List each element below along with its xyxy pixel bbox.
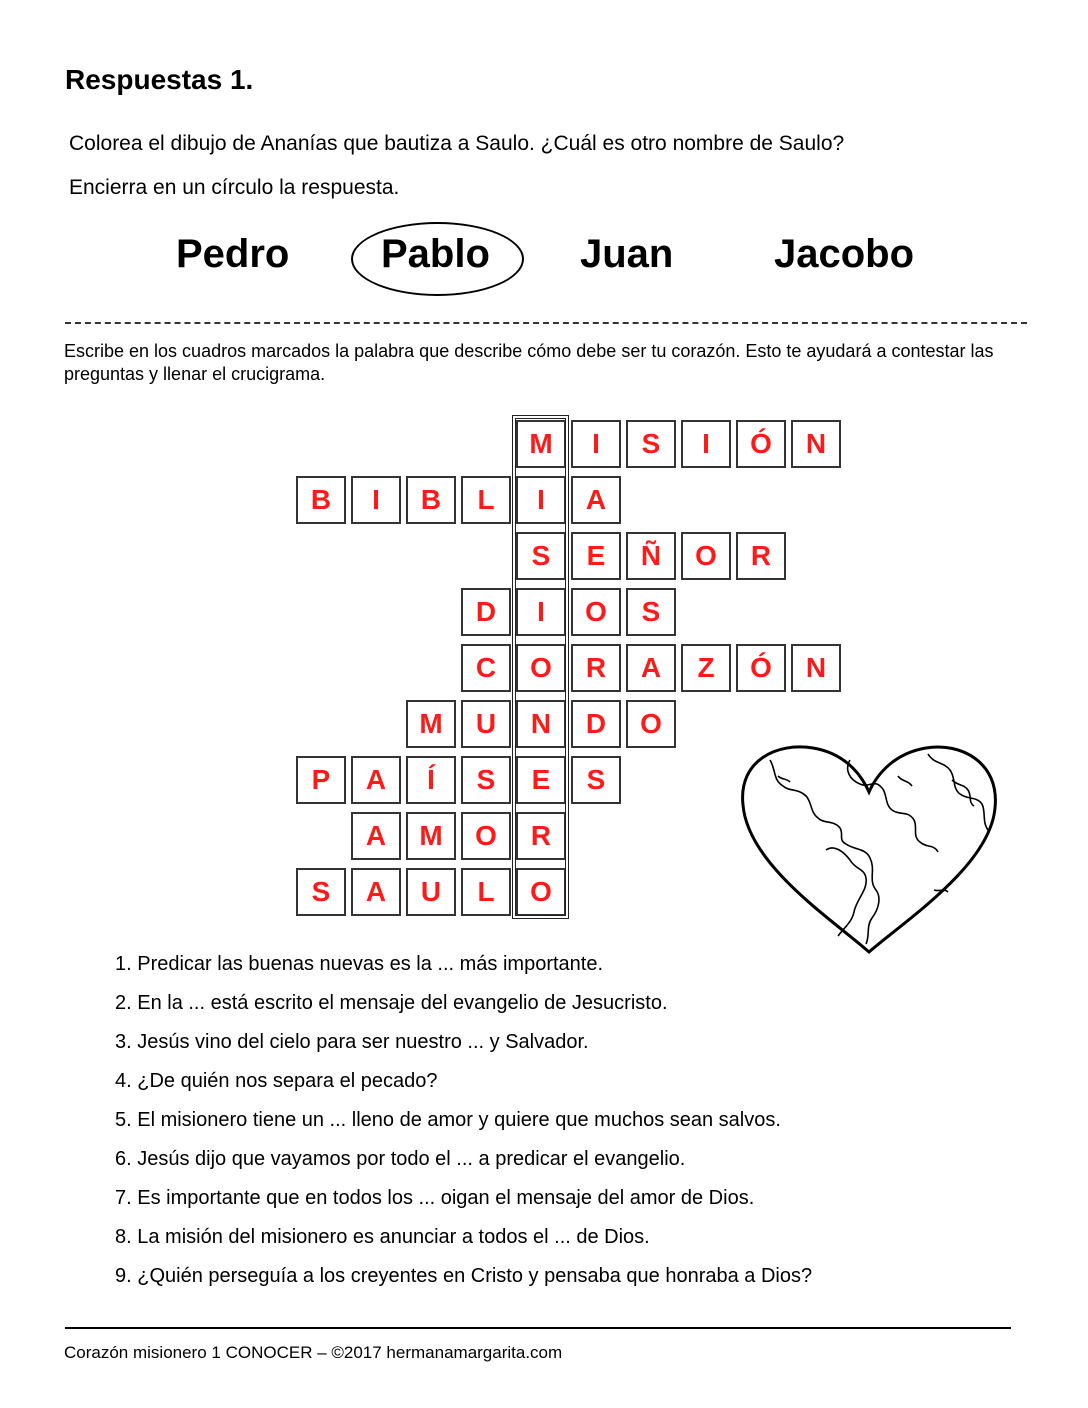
crossword-cell[interactable]: Í <box>406 756 456 804</box>
crossword-cell-key[interactable]: M <box>516 420 566 468</box>
crossword-cell[interactable]: S <box>571 756 621 804</box>
heart-globe-icon <box>738 740 1000 955</box>
crossword-cell[interactable]: M <box>406 700 456 748</box>
crossword-cell[interactable]: Ó <box>736 644 786 692</box>
crossword-cell[interactable]: S <box>296 868 346 916</box>
crossword-cell[interactable]: Z <box>681 644 731 692</box>
crossword-cell[interactable]: S <box>626 588 676 636</box>
footer-divider <box>65 1327 1011 1329</box>
crossword-cell[interactable]: A <box>351 756 401 804</box>
instruction-color: Colorea el dibujo de Ananías que bautiza a Saulo. ¿Cuál es otro nombre de Saulo? <box>69 132 845 155</box>
crossword-cell-key[interactable]: I <box>516 588 566 636</box>
crossword-cell[interactable]: I <box>681 420 731 468</box>
question-1: 1. Predicar las buenas nuevas es la ... más importante. <box>115 953 604 975</box>
crossword-cell[interactable]: A <box>626 644 676 692</box>
choice-pedro[interactable]: Pedro <box>176 232 290 276</box>
crossword-cell[interactable]: B <box>406 476 456 524</box>
question-9: 9. ¿Quién perseguía a los creyentes en Cristo y pensaba que honraba a Dios? <box>115 1265 813 1287</box>
crossword-cell[interactable]: I <box>571 420 621 468</box>
crossword-cell[interactable]: M <box>406 812 456 860</box>
crossword-cell-key[interactable]: R <box>516 812 566 860</box>
question-6: 6. Jesús dijo que vayamos por todo el ... a predicar el evangelio. <box>115 1148 686 1170</box>
crossword-cell[interactable]: Ó <box>736 420 786 468</box>
question-4: 4. ¿De quién nos separa el pecado? <box>115 1070 438 1092</box>
crossword-cell[interactable]: B <box>296 476 346 524</box>
crossword-cell-key[interactable]: I <box>516 476 566 524</box>
crossword-cell[interactable]: S <box>626 420 676 468</box>
question-3: 3. Jesús vino del cielo para ser nuestro ... y Salvador. <box>115 1031 589 1053</box>
crossword-cell[interactable]: N <box>791 644 841 692</box>
crossword-cell[interactable]: U <box>406 868 456 916</box>
question-8: 8. La misión del misionero es anunciar a todos el ... de Dios. <box>115 1226 650 1248</box>
key-word-column <box>512 415 569 919</box>
crossword-cell[interactable]: D <box>461 588 511 636</box>
choice-pablo[interactable]: Pablo <box>381 232 490 276</box>
question-7: 7. Es importante que en todos los ... oigan el mensaje del amor de Dios. <box>115 1187 755 1209</box>
crossword-cell-key[interactable]: O <box>516 868 566 916</box>
question-2: 2. En la ... está escrito el mensaje del evangelio de Jesucristo. <box>115 992 668 1014</box>
crossword-cell-key[interactable]: S <box>516 532 566 580</box>
crossword-cell[interactable]: N <box>791 420 841 468</box>
instruction-circle: Encierra en un círculo la respuesta. <box>69 176 400 199</box>
page-title: Respuestas 1. <box>65 64 254 95</box>
crossword-cell[interactable]: S <box>461 756 511 804</box>
crossword-cell[interactable]: O <box>681 532 731 580</box>
crossword-cell[interactable]: O <box>461 812 511 860</box>
crossword-cell[interactable]: A <box>351 812 401 860</box>
crossword-cell[interactable]: D <box>571 700 621 748</box>
crossword-instruction: Escribe en los cuadros marcados la palabra que describe cómo debe ser tu corazón. Esto te ayudará a contestar las preguntas y llenar el crucigrama. <box>64 341 994 384</box>
crossword-cell[interactable]: L <box>461 868 511 916</box>
dashed-divider <box>65 322 1027 324</box>
footer-text: Corazón misionero 1 CONOCER – ©2017 hermanamargarita.com <box>64 1343 563 1362</box>
crossword-cell[interactable]: O <box>571 588 621 636</box>
crossword-cell[interactable]: P <box>296 756 346 804</box>
crossword-cell[interactable]: I <box>351 476 401 524</box>
crossword-cell[interactable]: Ñ <box>626 532 676 580</box>
choice-juan[interactable]: Juan <box>580 232 674 276</box>
crossword-cell[interactable]: E <box>571 532 621 580</box>
crossword-cell[interactable]: C <box>461 644 511 692</box>
crossword-cell[interactable]: U <box>461 700 511 748</box>
crossword-cell[interactable]: R <box>736 532 786 580</box>
crossword-cell-key[interactable]: O <box>516 644 566 692</box>
crossword-cell[interactable]: O <box>626 700 676 748</box>
crossword-cell[interactable]: L <box>461 476 511 524</box>
crossword-cell-key[interactable]: E <box>516 756 566 804</box>
crossword-cell[interactable]: R <box>571 644 621 692</box>
choice-jacobo[interactable]: Jacobo <box>774 232 915 276</box>
crossword-cell[interactable]: A <box>351 868 401 916</box>
question-5: 5. El misionero tiene un ... lleno de amor y quiere que muchos sean salvos. <box>115 1109 781 1131</box>
crossword-cell[interactable]: A <box>571 476 621 524</box>
crossword-cell-key[interactable]: N <box>516 700 566 748</box>
